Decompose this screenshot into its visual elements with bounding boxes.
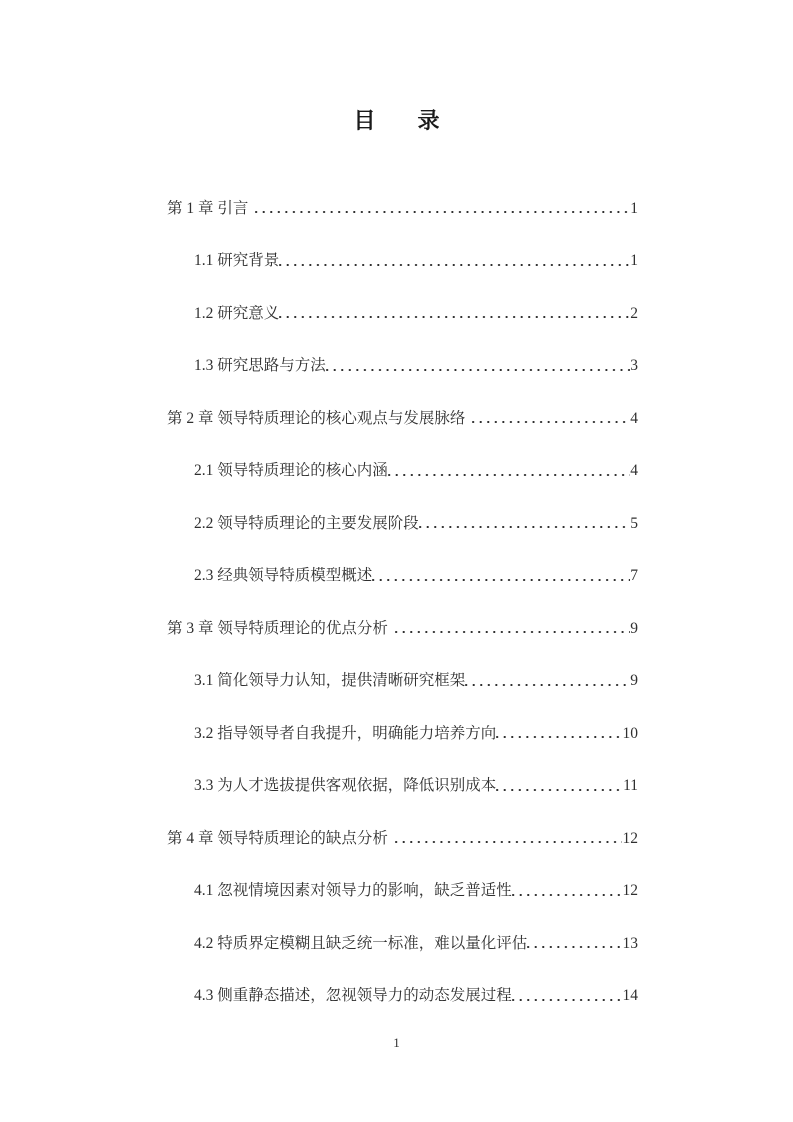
toc-entry[interactable] — [0, 956, 793, 1009]
toc-dot-leader — [465, 673, 629, 693]
toc-dot-leader — [395, 621, 630, 641]
toc-entry-page-number: 2 — [630, 304, 638, 322]
toc-entry[interactable] — [0, 221, 793, 274]
toc-dot-leader — [372, 568, 629, 588]
toc-entry-page-number: 3 — [630, 357, 638, 374]
toc-entry-label: 2.2 领导特质理论的主要发展阶段 — [194, 514, 419, 532]
toc-entry[interactable] — [0, 851, 793, 904]
page-title: 目 录 — [353, 108, 450, 133]
toc-dot-leader — [279, 253, 629, 273]
toc-entry[interactable] — [0, 588, 793, 641]
toc-entry[interactable] — [0, 378, 793, 431]
table-of-contents — [0, 168, 793, 1008]
toc-entry-label: 2.1 领导特质理论的核心内涵 — [194, 462, 388, 479]
toc-dot-leader — [496, 778, 622, 798]
toc-entry-page-number: 1 — [630, 199, 638, 217]
toc-entry-page-number: 11 — [623, 777, 638, 794]
toc-entry-label: 第 1 章 引言 — [167, 199, 249, 217]
toc-entry-label: 2.3 经典领导特质模型概述 — [194, 567, 373, 584]
toc-entry[interactable] — [0, 168, 793, 221]
toc-entry-label: 1.1 研究背景 — [194, 252, 280, 269]
toc-dot-leader — [496, 726, 622, 746]
toc-dot-leader — [326, 358, 630, 378]
toc-entry[interactable] — [0, 641, 793, 694]
footer-page-number: 1 — [393, 1035, 400, 1050]
toc-entry[interactable] — [0, 746, 793, 799]
toc-dot-leader — [527, 936, 622, 956]
toc-entry-page-number: 9 — [630, 619, 638, 637]
toc-dot-leader — [395, 831, 622, 851]
toc-entry-label: 第 3 章 领导特质理论的优点分析 — [167, 619, 388, 637]
toc-entry-label: 4.2 特质界定模糊且缺乏统一标准，难以量化评估 — [194, 934, 528, 952]
toc-entry-label: 4.3 侧重静态描述，忽视领导力的动态发展过程 — [194, 987, 512, 1004]
toc-dot-leader — [255, 201, 629, 221]
toc-entry-page-number: 5 — [630, 514, 638, 532]
toc-entry[interactable] — [0, 693, 793, 746]
toc-dot-leader — [419, 516, 630, 536]
toc-entry-page-number: 10 — [622, 724, 638, 742]
toc-dot-leader — [512, 883, 622, 903]
toc-entry-page-number: 4 — [630, 462, 638, 479]
toc-entry[interactable] — [0, 431, 793, 484]
toc-entry-page-number: 1 — [630, 252, 638, 269]
toc-entry-label: 3.3 为人才选拔提供客观依据，降低识别成本 — [194, 777, 497, 794]
toc-entry[interactable] — [0, 903, 793, 956]
toc-entry-label: 3.2 指导领导者自我提升，明确能力培养方向 — [194, 724, 497, 742]
toc-entry-label: 1.3 研究思路与方法 — [194, 357, 326, 374]
toc-entry-label: 1.2 研究意义 — [194, 304, 280, 322]
toc-entry-label: 第 4 章 领导特质理论的缺点分析 — [167, 829, 388, 847]
toc-dot-leader — [279, 306, 629, 326]
toc-entry-page-number: 4 — [630, 409, 638, 427]
toc-entry-page-number: 12 — [622, 829, 638, 847]
toc-entry-page-number: 9 — [630, 672, 638, 689]
toc-dot-leader — [472, 411, 629, 431]
toc-entry-page-number: 13 — [622, 934, 638, 952]
toc-entry-label: 4.1 忽视情境因素对领导力的影响，缺乏普适性 — [194, 882, 512, 899]
toc-entry[interactable] — [0, 326, 793, 379]
toc-entry-page-number: 14 — [622, 987, 638, 1004]
toc-entry-page-number: 12 — [622, 882, 638, 899]
toc-entry[interactable] — [0, 798, 793, 851]
toc-dot-leader — [512, 988, 622, 1008]
toc-entry-label: 第 2 章 领导特质理论的核心观点与发展脉络 — [167, 409, 466, 427]
toc-entry-page-number: 7 — [630, 567, 638, 584]
toc-dot-leader — [388, 463, 630, 483]
toc-entry[interactable] — [0, 273, 793, 326]
toc-entry[interactable] — [0, 483, 793, 536]
toc-entry[interactable] — [0, 536, 793, 589]
toc-entry-label: 3.1 简化领导力认知，提供清晰研究框架 — [194, 672, 466, 689]
